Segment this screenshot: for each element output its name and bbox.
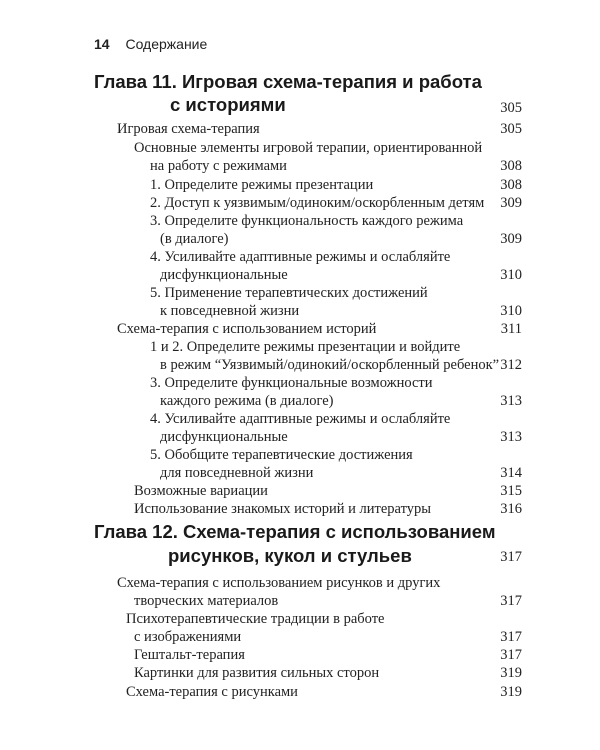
toc-entry-continued: в режим “Уязвимый/одинокий/оскорбленный ребенок” bbox=[160, 357, 500, 373]
toc-page: 316 bbox=[500, 501, 522, 517]
toc-entry-continued: дисфункциональные bbox=[160, 267, 288, 283]
chapter-11-title-line2: с историями bbox=[170, 94, 286, 115]
toc-entry: 5. Применение терапевтических достижений bbox=[150, 285, 428, 301]
toc-page: 313 bbox=[500, 429, 522, 445]
header-page-number: 14 bbox=[94, 36, 110, 52]
toc-entry: Психотерапевтические традиции в работе bbox=[126, 611, 385, 627]
toc-entry: Гештальт-терапия bbox=[134, 647, 245, 663]
toc-page: 305 bbox=[500, 121, 522, 137]
toc-page: 319 bbox=[500, 665, 522, 681]
toc-entry-continued: с изображениями bbox=[134, 629, 242, 645]
toc-page: 317 bbox=[500, 647, 522, 663]
toc-page: 310 bbox=[500, 303, 522, 319]
toc-entry: Игровая схема-терапия bbox=[117, 121, 260, 137]
toc-entry-continued: дисфункциональные bbox=[160, 429, 288, 445]
toc-entry-continued: к повседневной жизни bbox=[160, 303, 300, 319]
toc-entry: Схема-терапия с использованием историй bbox=[117, 321, 377, 337]
toc-entry: 1 и 2. Определите режимы презентации и войдите bbox=[150, 339, 461, 355]
toc-entry: Схема-терапия с рисунками bbox=[126, 684, 298, 700]
toc-entry: Схема-терапия с использованием рисунков и других bbox=[117, 575, 441, 591]
toc-entry: Возможные вариации bbox=[134, 483, 268, 499]
toc-page: 314 bbox=[500, 465, 522, 481]
toc-entry: 4. Усиливайте адаптивные режимы и ослабляйте bbox=[150, 249, 451, 265]
toc-page: 313 bbox=[500, 393, 522, 409]
toc-entry: 5. Обобщите терапевтические достижения bbox=[150, 447, 413, 463]
toc-page: 310 bbox=[500, 267, 522, 283]
toc-page: 308 bbox=[500, 177, 522, 193]
chapter-12-page: 317 bbox=[500, 549, 522, 565]
toc-entry-continued: творческих материалов bbox=[134, 593, 279, 609]
chapter-11-page: 305 bbox=[500, 100, 522, 116]
running-header bbox=[94, 36, 207, 52]
toc-page: 308 bbox=[500, 158, 522, 174]
toc-entry-continued: (в диалоге) bbox=[160, 231, 229, 247]
toc-entry: 1. Определите режимы презентации bbox=[150, 177, 374, 193]
toc-page: 317 bbox=[500, 593, 522, 609]
toc-page: 311 bbox=[500, 321, 522, 337]
toc-entry: 4. Усиливайте адаптивные режимы и ослабляйте bbox=[150, 411, 451, 427]
toc-entry: Картинки для развития сильных сторон bbox=[134, 665, 380, 681]
chapter-11-title-line1: Глава 11. Игровая схема-терапия и работа bbox=[94, 71, 482, 92]
toc-page: 309 bbox=[500, 195, 522, 211]
toc-entry: Использование знакомых историй и литературы bbox=[134, 501, 431, 517]
toc-entry: 3. Определите функциональные возможности bbox=[150, 375, 433, 391]
toc-page: 312 bbox=[500, 357, 522, 373]
toc-entry: 3. Определите функциональность каждого режима bbox=[150, 213, 464, 229]
toc-entry: 2. Доступ к уязвимым/одиноким/оскорбленным детям bbox=[150, 195, 485, 211]
toc-page: 317 bbox=[500, 629, 522, 645]
chapter-12-title-line1: Глава 12. Схема-терапия с использованием bbox=[94, 521, 496, 542]
toc-page: 315 bbox=[500, 483, 522, 499]
header-section-title: Содержание bbox=[125, 36, 208, 52]
toc-entry: Основные элементы игровой терапии, ориентированной bbox=[134, 140, 483, 156]
chapter-12-title-line2: рисунков, кукол и стульев bbox=[168, 545, 412, 566]
toc-entry-continued: для повседневной жизни bbox=[160, 465, 314, 481]
toc-entry-continued: на работу с режимами bbox=[150, 158, 287, 174]
toc-entry-continued: каждого режима (в диалоге) bbox=[160, 393, 334, 409]
toc-page: 309 bbox=[500, 231, 522, 247]
toc-page: 319 bbox=[500, 684, 522, 700]
